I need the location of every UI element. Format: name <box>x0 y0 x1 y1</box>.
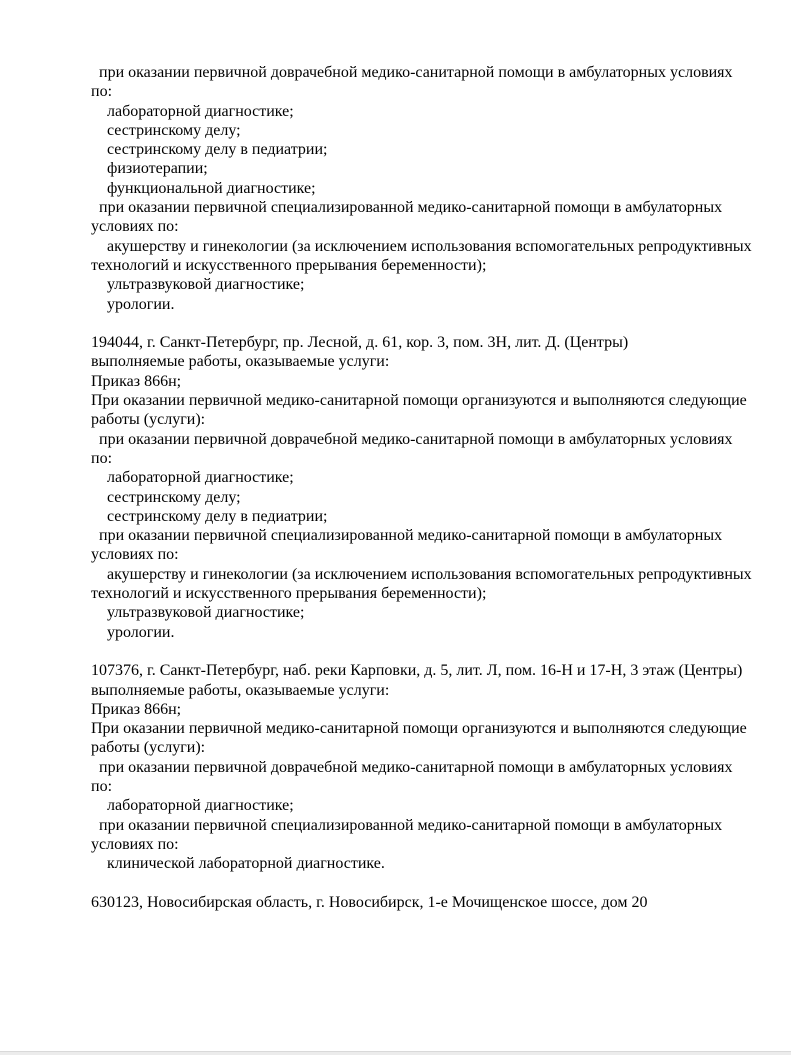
text-line: по: <box>91 449 113 467</box>
text-line: урологии. <box>91 623 175 641</box>
text-line: При оказании первичной медико-санитарной помощи организуются и выполняются следующие <box>91 720 747 738</box>
text-line: условиях по: <box>91 546 179 564</box>
text-line: сестринскому делу в педиатрии; <box>91 141 328 159</box>
text-line: акушерству и гинекологии (за исключением использования вспомогательных репродуктивных <box>91 237 752 255</box>
text-line: работы (услуги): <box>91 411 206 429</box>
text-line: условиях по: <box>91 218 179 236</box>
text-line: урологии. <box>91 295 175 313</box>
document-section-address-107376 <box>91 661 752 873</box>
text-line: при оказании первичной доврачебной медико-санитарной помощи в амбулаторных условиях <box>91 758 733 776</box>
text-line: технологий и искусственного прерывания беременности); <box>91 585 487 603</box>
text-line: выполняемые работы, оказываемые услуги: <box>91 681 390 699</box>
text-line: при оказании первичной доврачебной медико-санитарной помощи в амбулаторных условиях <box>91 430 733 448</box>
text-line: по: <box>91 83 113 101</box>
bottom-divider <box>0 1051 791 1055</box>
text-line: выполняемые работы, оказываемые услуги: <box>91 353 390 371</box>
document-text <box>91 63 752 912</box>
text-line: условиях по: <box>91 835 179 853</box>
text-line: сестринскому делу в педиатрии; <box>91 507 328 525</box>
text-line: при оказании первичной специализированной медико-санитарной помощи в амбулаторных <box>91 199 723 217</box>
text-line: 107376, г. Санкт-Петербург, наб. реки Карповки, д. 5, лит. Л, пом. 16-Н и 17-Н, 3 этаж (Центры) <box>91 662 743 680</box>
text-line: ультразвуковой диагностике; <box>91 604 305 622</box>
text-line: работы (услуги): <box>91 739 206 757</box>
text-line: ультразвуковой диагностике; <box>91 276 305 294</box>
text-line: 630123, Новосибирская область, г. Новосибирск, 1-е Мочищенское шоссе, дом 20 <box>91 893 648 911</box>
text-line: технологий и искусственного прерывания беременности); <box>91 256 487 274</box>
text-line: лабораторной диагностике; <box>91 102 294 120</box>
document-section-address-194044 <box>91 333 752 642</box>
text-line: при оказании первичной доврачебной медико-санитарной помощи в амбулаторных условиях <box>91 64 733 81</box>
text-line: функциональной диагностике; <box>91 179 316 197</box>
text-line: сестринскому делу; <box>91 121 241 139</box>
text-line: Приказ 866н; <box>91 700 182 718</box>
text-line: акушерству и гинекологии (за исключением использования вспомогательных репродуктивных <box>91 565 752 583</box>
document-section-address-630123 <box>91 893 752 912</box>
text-line: сестринскому делу; <box>91 488 241 506</box>
text-line: лабораторной диагностике; <box>91 469 294 487</box>
document-section-license-works-continuation <box>91 63 752 314</box>
text-line: по: <box>91 777 113 795</box>
text-line: физиотерапии; <box>91 160 208 178</box>
text-line: 194044, г. Санкт-Петербург, пр. Лесной, д. 61, кор. 3, пом. 3Н, лит. Д. (Центры) <box>91 334 629 352</box>
text-line: лабораторной диагностике; <box>91 797 294 815</box>
text-line: при оказании первичной специализированной медико-санитарной помощи в амбулаторных <box>91 816 723 834</box>
text-line: Приказ 866н; <box>91 372 182 390</box>
text-line: клинической лабораторной диагностике. <box>91 855 385 873</box>
text-line: при оказании первичной специализированной медико-санитарной помощи в амбулаторных <box>91 527 723 545</box>
text-line: При оказании первичной медико-санитарной помощи организуются и выполняются следующие <box>91 392 747 410</box>
